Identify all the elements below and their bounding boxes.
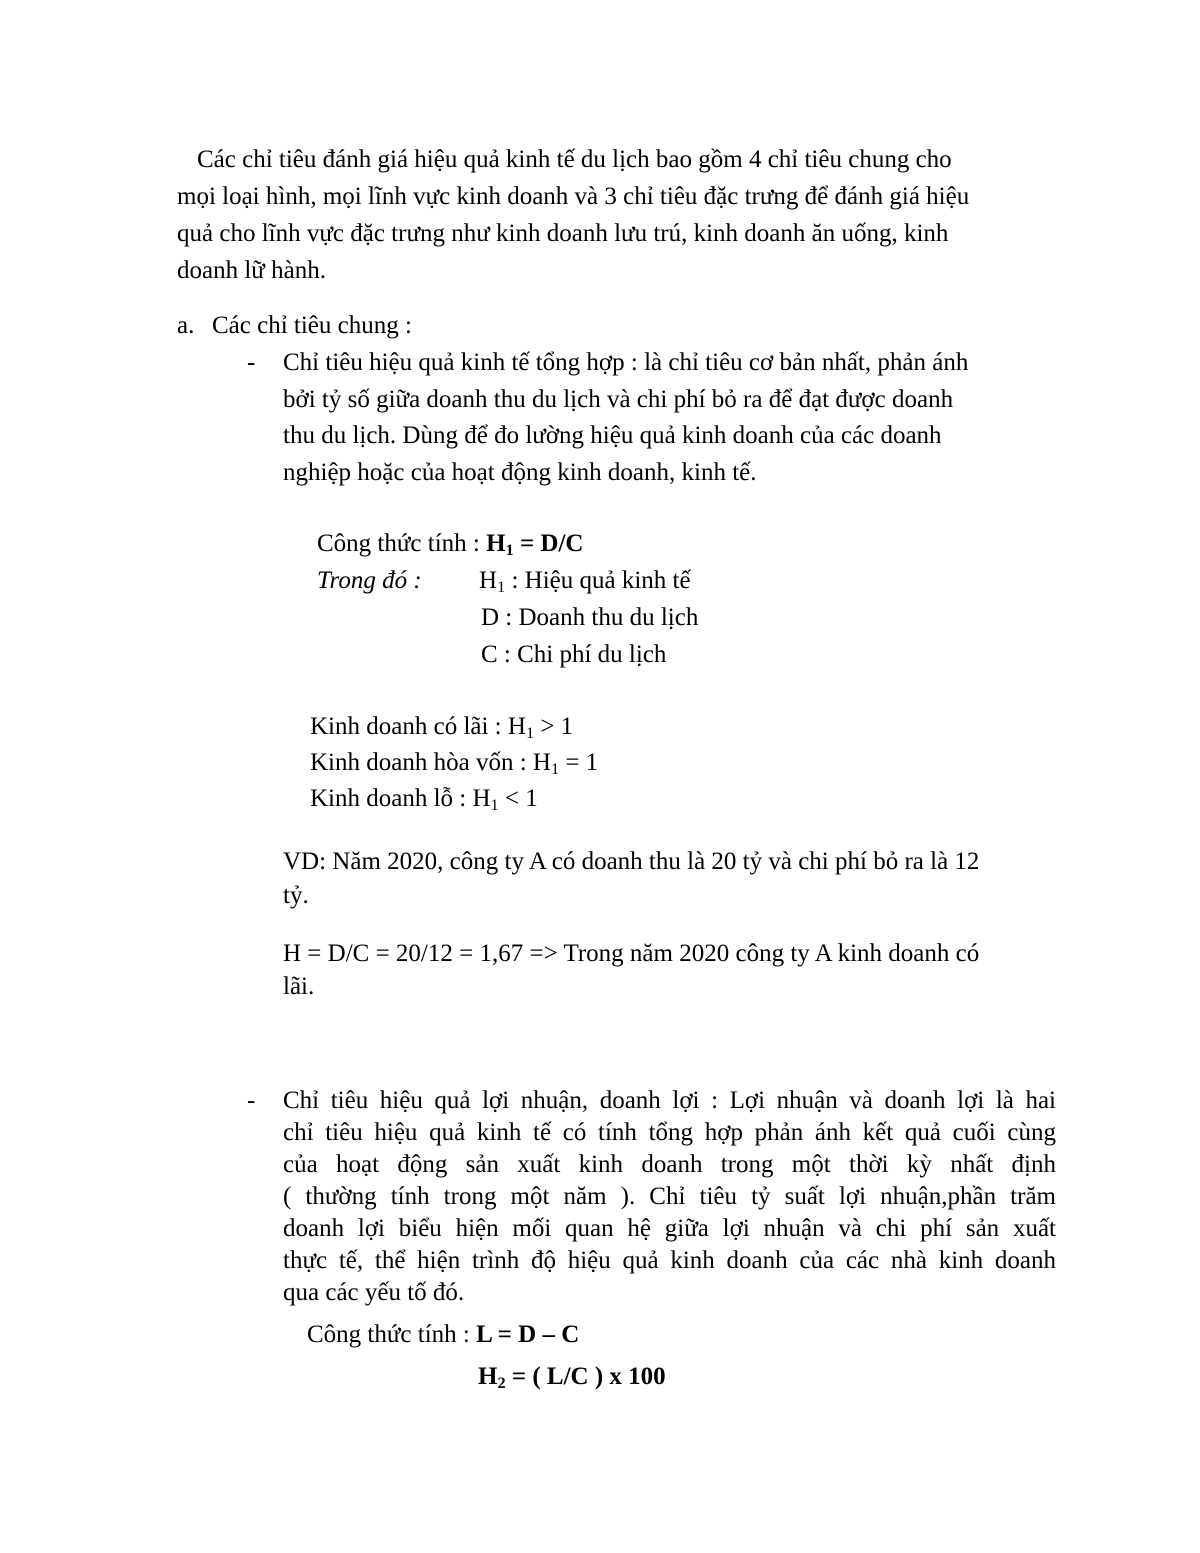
result-line-1: H = D/C = 20/12 = 1,67 => Trong năm 2020 công ty A kinh doanh có — [283, 940, 980, 967]
item2-line-5: doanh lợi biểu hiện mối quan hệ giữa lợi nhuận và chi phí sản xuất — [283, 1215, 1056, 1242]
intro-line-3: quả cho lĩnh vực đặc trưng như kinh doanh lưu trú, kinh doanh ăn uống, kinh — [177, 220, 949, 247]
item2-line-3: của hoạt động sản xuất kinh doanh trong một thời kỳ nhất định — [283, 1151, 1056, 1178]
item2-line-1: Chỉ tiêu hiệu quả lợi nhuận, doanh lợi : Lợi nhuận và doanh lợi là hai — [283, 1087, 1056, 1114]
item1-line-4: nghiệp hoặc của hoạt động kinh doanh, kinh tế. — [283, 459, 757, 486]
condition-breakeven: Kinh doanh hòa vốn : $H_1 = 1$ — [310, 749, 599, 779]
formula-label: Công thức tính : — [307, 1321, 477, 1348]
item2-formula-h2: $H_2$ = ( L/C ) x 100 — [478, 1363, 666, 1393]
section-a-title: Các chỉ tiêu chung : — [212, 312, 412, 339]
item2-formula-l — [307, 1322, 579, 1347]
formula-expression: L = D – C — [476, 1321, 580, 1348]
item1-formula — [317, 530, 584, 560]
intro-line-4: doanh lữ hành. — [177, 257, 326, 284]
where-label: Trong đó : — [317, 567, 422, 594]
definition-h1: $H_1$ : Hiệu quả kinh tế — [479, 567, 691, 597]
formula-label: Công thức tính : — [317, 530, 487, 557]
item1-line-1: Chỉ tiêu hiệu quả kinh tế tổng hợp : là chỉ tiêu cơ bản nhất, phản ánh — [283, 349, 969, 376]
item2-line-4: ( thường tính trong một năm ). Chỉ tiêu tỷ suất lợi nhuận,phần trăm — [283, 1183, 1056, 1210]
section-a-marker: a. — [177, 312, 195, 339]
definition-d: D : Doanh thu du lịch — [481, 604, 699, 631]
intro-line-1: Các chỉ tiêu đánh giá hiệu quả kinh tế du lịch bao gồm 4 chỉ tiêu chung cho — [197, 146, 952, 173]
item2-line-6: thực tế, thể hiện trình độ hiệu quả kinh doanh của các nhà kinh doanh — [283, 1247, 1056, 1274]
item2-line-2: chỉ tiêu hiệu quả kinh tế có tính tổng hợp phản ánh kết quả cuối cùng — [283, 1119, 1056, 1146]
item2-bullet: - — [247, 1087, 256, 1114]
condition-loss: Kinh doanh lỗ : $H_1 < 1$ — [310, 785, 538, 815]
intro-line-2: mọi loại hình, mọi lĩnh vực kinh doanh và 3 chỉ tiêu đặc trưng để đánh giá hiệu — [177, 183, 970, 210]
item1-line-3: thu du lịch. Dùng để đo lường hiệu quả kinh doanh của các doanh — [283, 422, 942, 449]
item2-line-7: qua các yếu tố đó. — [283, 1279, 465, 1306]
formula-expression: $H_1 = D/C$ — [486, 530, 584, 560]
result-line-2: lãi. — [283, 973, 315, 1000]
example-line-1: VD: Năm 2020, công ty A có doanh thu là 20 tỷ và chi phí bỏ ra là 12 — [283, 848, 980, 875]
definition-c: C : Chi phí du lịch — [481, 641, 667, 668]
item1-line-2: bởi tỷ số giữa doanh thu du lịch và chi phí bỏ ra để đạt được doanh — [283, 386, 954, 413]
condition-profit: Kinh doanh có lãi : $H_1 > 1$ — [310, 713, 574, 743]
example-line-2: tỷ. — [283, 882, 309, 909]
item1-bullet: - — [247, 349, 256, 376]
